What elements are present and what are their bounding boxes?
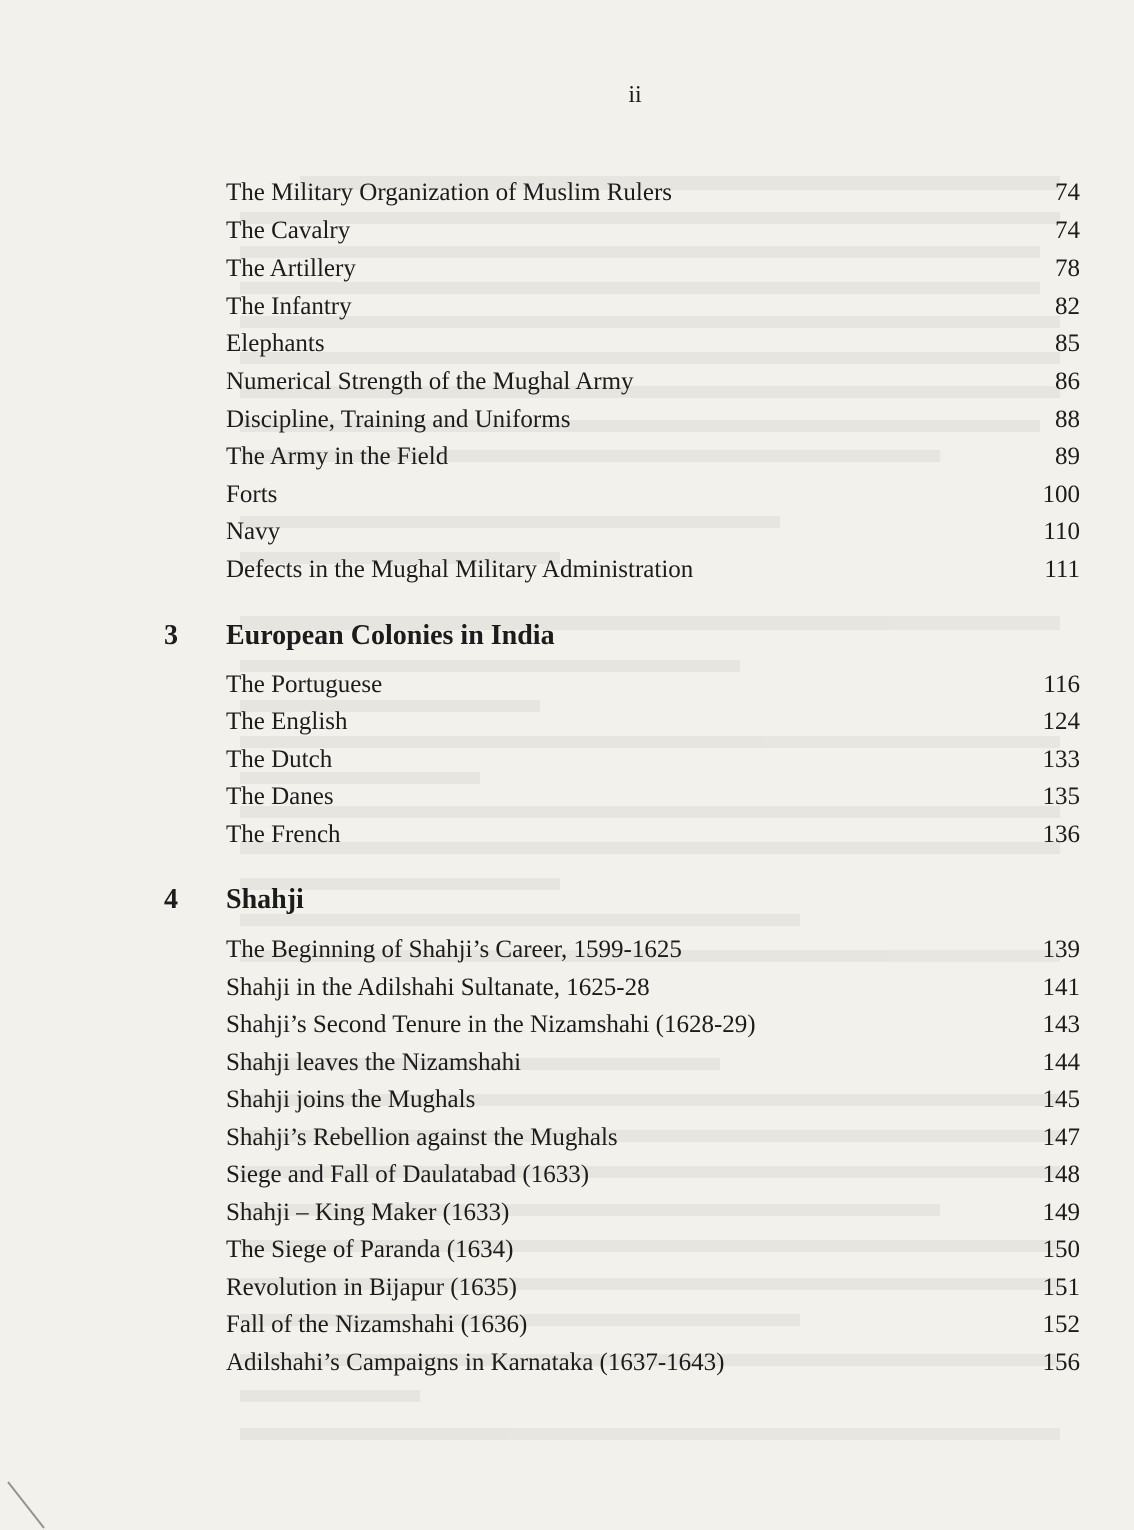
toc-entry[interactable] xyxy=(226,973,1080,1003)
entry-title: Fall of the Nizamshahi (1636) xyxy=(226,1311,528,1338)
toc-entry[interactable] xyxy=(226,216,1080,246)
entry-title: Adilshahi’s Campaigns in Karnataka (1637-1643) xyxy=(226,1349,725,1376)
entry-title: Revolution in Bijapur (1635) xyxy=(226,1274,517,1301)
chapter-number: 3 xyxy=(164,620,178,651)
entry-page: 136 xyxy=(1042,821,1080,848)
entry-page: 139 xyxy=(1042,936,1080,963)
entry-page: 156 xyxy=(1042,1349,1080,1376)
entry-page: 88 xyxy=(1055,406,1080,433)
entry-title: The French xyxy=(226,821,341,848)
entry-page: 133 xyxy=(1042,746,1080,773)
entry-page: 85 xyxy=(1055,330,1080,357)
entry-title: Numerical Strength of the Mughal Army xyxy=(226,368,634,395)
entry-page: 82 xyxy=(1055,293,1080,320)
entry-page: 144 xyxy=(1042,1049,1080,1076)
entry-title: The Portuguese xyxy=(226,671,383,698)
entry-title: Elephants xyxy=(226,330,325,357)
entry-page: 100 xyxy=(1042,481,1080,508)
entry-title: Shahji’s Rebellion against the Mughals xyxy=(226,1124,618,1151)
entry-title: Shahji’s Second Tenure in the Nizamshahi (1628-29) xyxy=(226,1011,756,1038)
entry-title: The Beginning of Shahji’s Career, 1599-1625 xyxy=(226,936,682,963)
toc-entry[interactable] xyxy=(226,292,1080,322)
entry-title: The Dutch xyxy=(226,746,333,773)
entry-title: The Artillery xyxy=(226,255,356,282)
toc-entry[interactable] xyxy=(226,517,1080,547)
entry-title: The English xyxy=(226,708,348,735)
toc-entry[interactable] xyxy=(226,1123,1080,1153)
toc-entry[interactable] xyxy=(226,1010,1080,1040)
toc-entry[interactable] xyxy=(226,745,1080,775)
toc-entry[interactable] xyxy=(226,1048,1080,1078)
entry-title: Shahji in the Adilshahi Sultanate, 1625-28 xyxy=(226,974,650,1001)
toc-entry[interactable] xyxy=(226,329,1080,359)
entry-page: 152 xyxy=(1042,1311,1080,1338)
entry-page: 150 xyxy=(1042,1236,1080,1263)
entry-page: 148 xyxy=(1042,1161,1080,1188)
entry-page: 135 xyxy=(1042,783,1080,810)
entry-page: 141 xyxy=(1042,974,1080,1001)
chapter-number: 4 xyxy=(164,884,178,915)
toc-entry[interactable] xyxy=(226,1348,1080,1378)
entry-title: Defects in the Mughal Military Administration xyxy=(226,556,694,583)
chapter-heading[interactable] xyxy=(164,620,1064,652)
toc-entry[interactable] xyxy=(226,254,1080,284)
entry-page: 145 xyxy=(1042,1086,1080,1113)
entry-page: 74 xyxy=(1055,217,1080,244)
toc-entry[interactable] xyxy=(226,782,1080,812)
entry-title: The Military Organization of Muslim Rulers xyxy=(226,179,672,206)
toc-entry[interactable] xyxy=(226,1160,1080,1190)
entry-title: Shahji leaves the Nizamshahi xyxy=(226,1049,522,1076)
entry-title: The Danes xyxy=(226,783,334,810)
entry-title: The Infantry xyxy=(226,293,352,320)
toc-entry[interactable] xyxy=(226,820,1080,850)
entry-page: 149 xyxy=(1042,1199,1080,1226)
entry-title: Navy xyxy=(226,518,281,545)
toc-entry[interactable] xyxy=(226,1235,1080,1265)
chapter-title: Shahji xyxy=(226,884,304,915)
entry-page: 143 xyxy=(1042,1011,1080,1038)
toc-entry[interactable] xyxy=(226,707,1080,737)
entry-title: Siege and Fall of Daulatabad (1633) xyxy=(226,1161,590,1188)
toc-entry[interactable] xyxy=(226,367,1080,397)
entry-title: The Siege of Paranda (1634) xyxy=(226,1236,514,1263)
toc-entry[interactable] xyxy=(226,1085,1080,1115)
entry-page: 124 xyxy=(1042,708,1080,735)
entry-title: The Army in the Field xyxy=(226,443,449,470)
chapter-heading[interactable] xyxy=(164,884,1064,916)
entry-page: 147 xyxy=(1042,1124,1080,1151)
chapter-title: European Colonies in India xyxy=(226,620,555,651)
toc-entry[interactable] xyxy=(226,480,1080,510)
entry-page: 116 xyxy=(1043,671,1080,698)
entry-page: 89 xyxy=(1055,443,1080,470)
entry-page: 74 xyxy=(1055,179,1080,206)
toc-entry[interactable] xyxy=(226,935,1080,965)
entry-title: Shahji joins the Mughals xyxy=(226,1086,476,1113)
entry-page: 86 xyxy=(1055,368,1080,395)
toc-entry[interactable] xyxy=(226,178,1080,208)
toc-entry[interactable] xyxy=(226,670,1080,700)
entry-title: The Cavalry xyxy=(226,217,351,244)
toc-entry[interactable] xyxy=(226,555,1080,585)
page-number: ii xyxy=(628,82,642,108)
entry-title: Discipline, Training and Uniforms xyxy=(226,406,571,433)
entry-title: Forts xyxy=(226,481,278,508)
toc-entry[interactable] xyxy=(226,1198,1080,1228)
toc-entry[interactable] xyxy=(226,442,1080,472)
entry-title: Shahji – King Maker (1633) xyxy=(226,1199,510,1226)
entry-page: 111 xyxy=(1044,556,1080,583)
toc-entry[interactable] xyxy=(226,1273,1080,1303)
toc-entry[interactable] xyxy=(226,405,1080,435)
entry-page: 78 xyxy=(1055,255,1080,282)
entry-page: 110 xyxy=(1043,518,1080,545)
entry-page: 151 xyxy=(1042,1274,1080,1301)
toc-entry[interactable] xyxy=(226,1310,1080,1340)
